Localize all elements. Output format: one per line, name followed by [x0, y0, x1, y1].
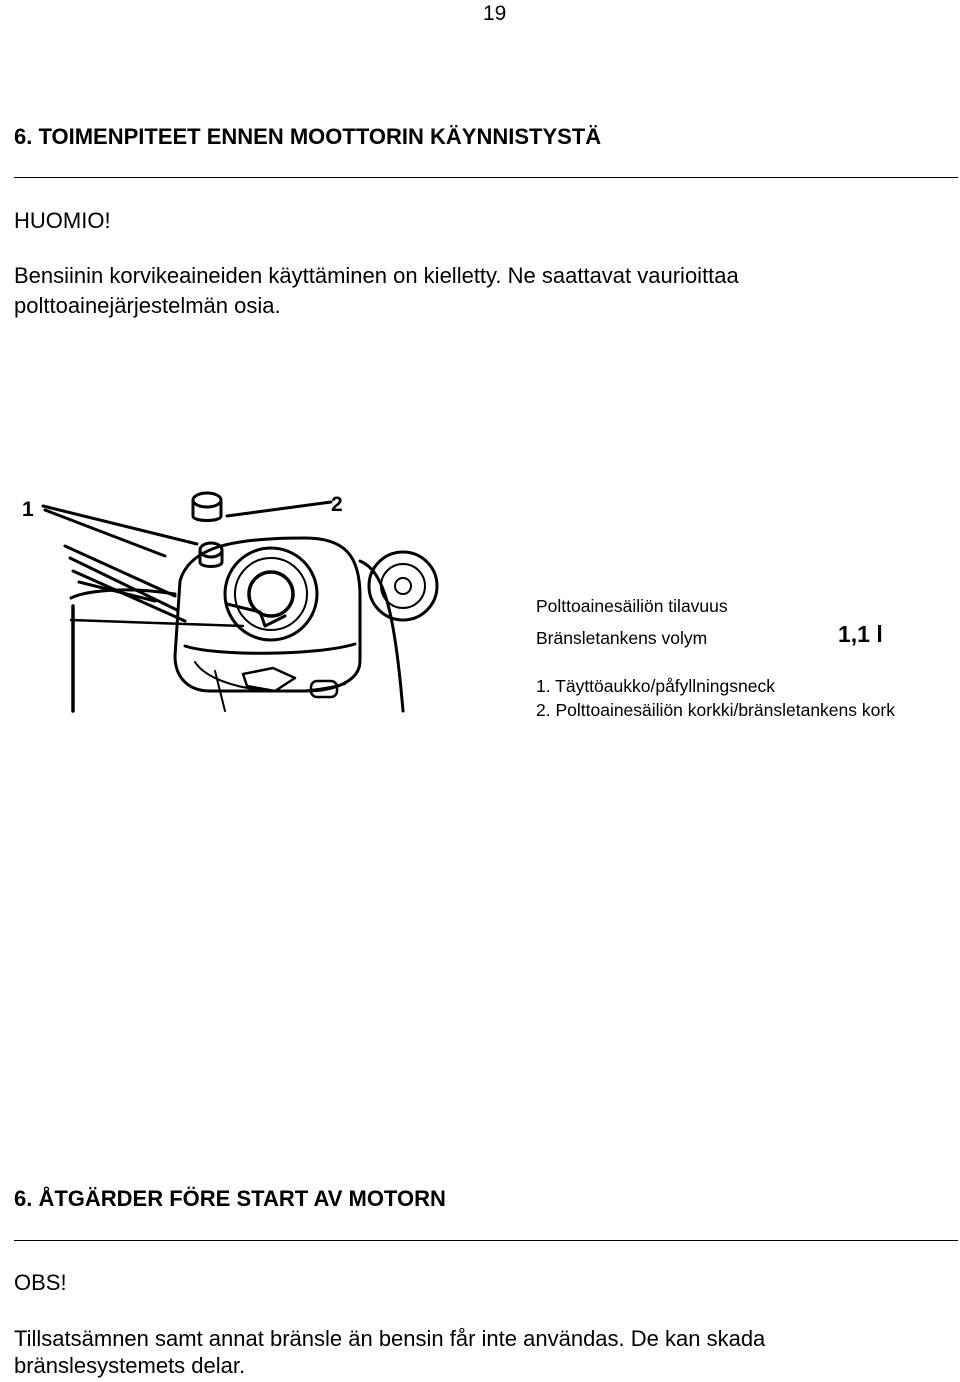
heading-rule-sv — [14, 1240, 958, 1241]
notice-text-fi-line1: Bensiinin korvikeaineiden käyttäminen on kielletty. Ne saattavat vaurioittaa — [14, 263, 739, 288]
section-heading-sv: 6. ÅTGÄRDER FÖRE START AV MOTORN — [14, 1186, 446, 1211]
engine-fuel-tank-illustration — [15, 486, 445, 718]
notice-text-sv-line2: bränslesystemets delar. — [14, 1353, 246, 1378]
tank-capacity-label-sv: Bränsletankens volym — [536, 628, 708, 648]
notice-label-fi: HUOMIO! — [14, 208, 111, 233]
heading-rule-fi — [14, 177, 958, 178]
legend-item-2: 2. Polttoainesäiliön korkki/bränsletankens kork — [536, 700, 895, 720]
notice-text-sv-line1: Tillsatsämnen samt annat bränsle än bensin får inte användas. De kan skada — [14, 1326, 766, 1351]
tank-capacity-value: 1,1 l — [838, 621, 883, 647]
section-heading-fi: 6. TOIMENPITEET ENNEN MOOTTORIN KÄYNNISTYSTÄ — [14, 124, 602, 149]
legend-item-1: 1. Täyttöaukko/påfyllningsneck — [536, 676, 775, 696]
notice-text-fi-line2: polttoainejärjestelmän osia. — [14, 293, 281, 318]
tank-capacity-label-fi: Polttoainesäiliön tilavuus — [536, 596, 728, 616]
page-number: 19 — [483, 2, 507, 25]
callout-2-label: 2 — [331, 493, 343, 516]
callout-1-label: 1 — [22, 498, 34, 521]
notice-label-sv: OBS! — [14, 1270, 67, 1295]
